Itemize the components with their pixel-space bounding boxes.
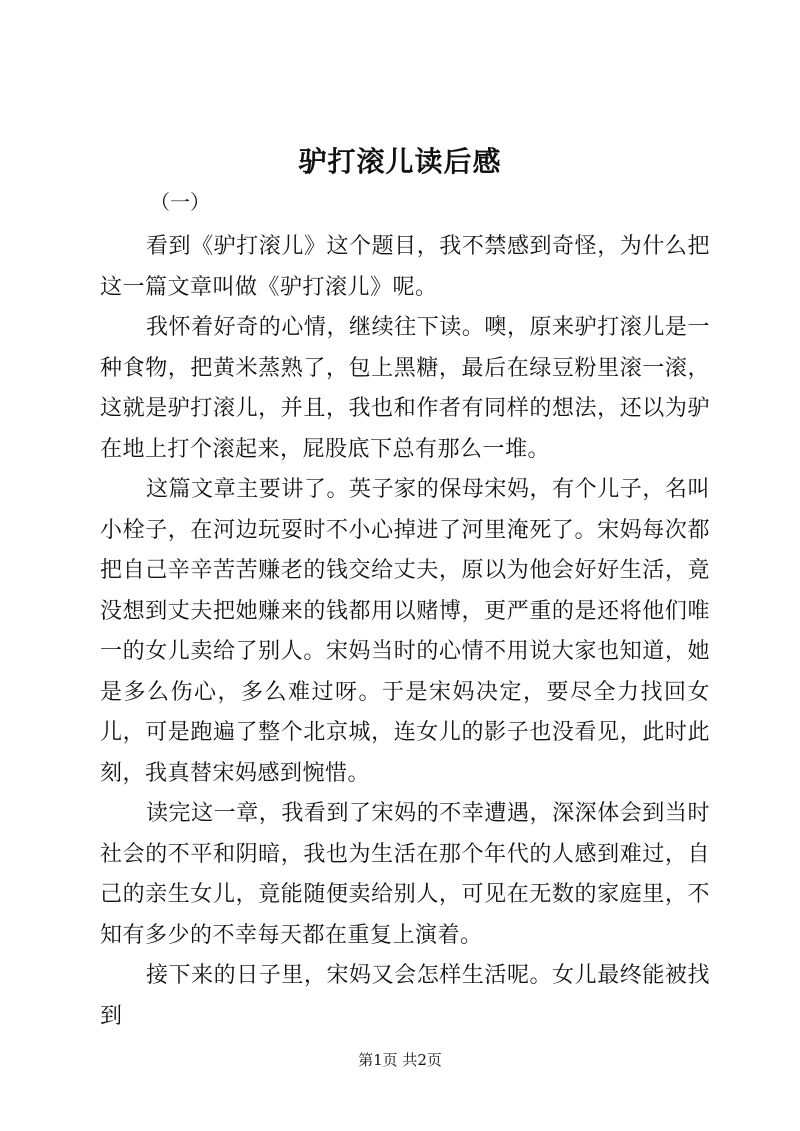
document-title: 驴打滚儿读后感 [298,145,502,178]
page-footer: 第1页 共2页 [358,1051,442,1069]
paragraph: 我怀着好奇的心情，继续往下读。噢，原来驴打滚儿是一种食物，把黄米蒸熟了，包上黑糖，最后在绿豆粉里滚一滚，这就是驴打滚儿，并且，我也和作者有同样的想法，还以为驴在地上打个滚起来，屁股底下总有那么一堆。 [100,315,710,462]
section-marker: （一） [150,190,210,214]
paragraph: 接下来的日子里，宋妈又会怎样生活呢。女儿最终能被找到 [100,963,710,1029]
paragraph: 读完这一章，我看到了宋妈的不幸遭遇，深深体会到当时社会的不平和阴暗，我也为生活在那个年代的人感到难过，自己的亲生女儿，竟能随便卖给别人，可见在无数的家庭里，不知有多少的不幸每天都在重复上演着。 [100,801,710,948]
paragraph: 这篇文章主要讲了。英子家的保母宋妈，有个儿子，名叫小栓子，在河边玩耍时不小心掉进了河里淹死了。宋妈每次都把自己辛辛苦苦赚老的钱交给丈夫，原以为他会好好生活，竟没想到丈夫把她赚来的钱都用以赌博，更严重的是还将他们唯一的女儿卖给了别人。宋妈当时的心情不用说大家也知道，她是多么伤心，多么难过呀。于是宋妈决定，要尽全力找回女儿，可是跑遍了整个北京城，连女儿的影子也没看见，此时此刻，我真替宋妈感到惋惜。 [100,477,710,786]
document-body [100,227,710,1037]
paragraph: 看到《驴打滚儿》这个题目，我不禁感到奇怪，为什么把这一篇文章叫做《驴打滚儿》呢。 [100,234,710,300]
